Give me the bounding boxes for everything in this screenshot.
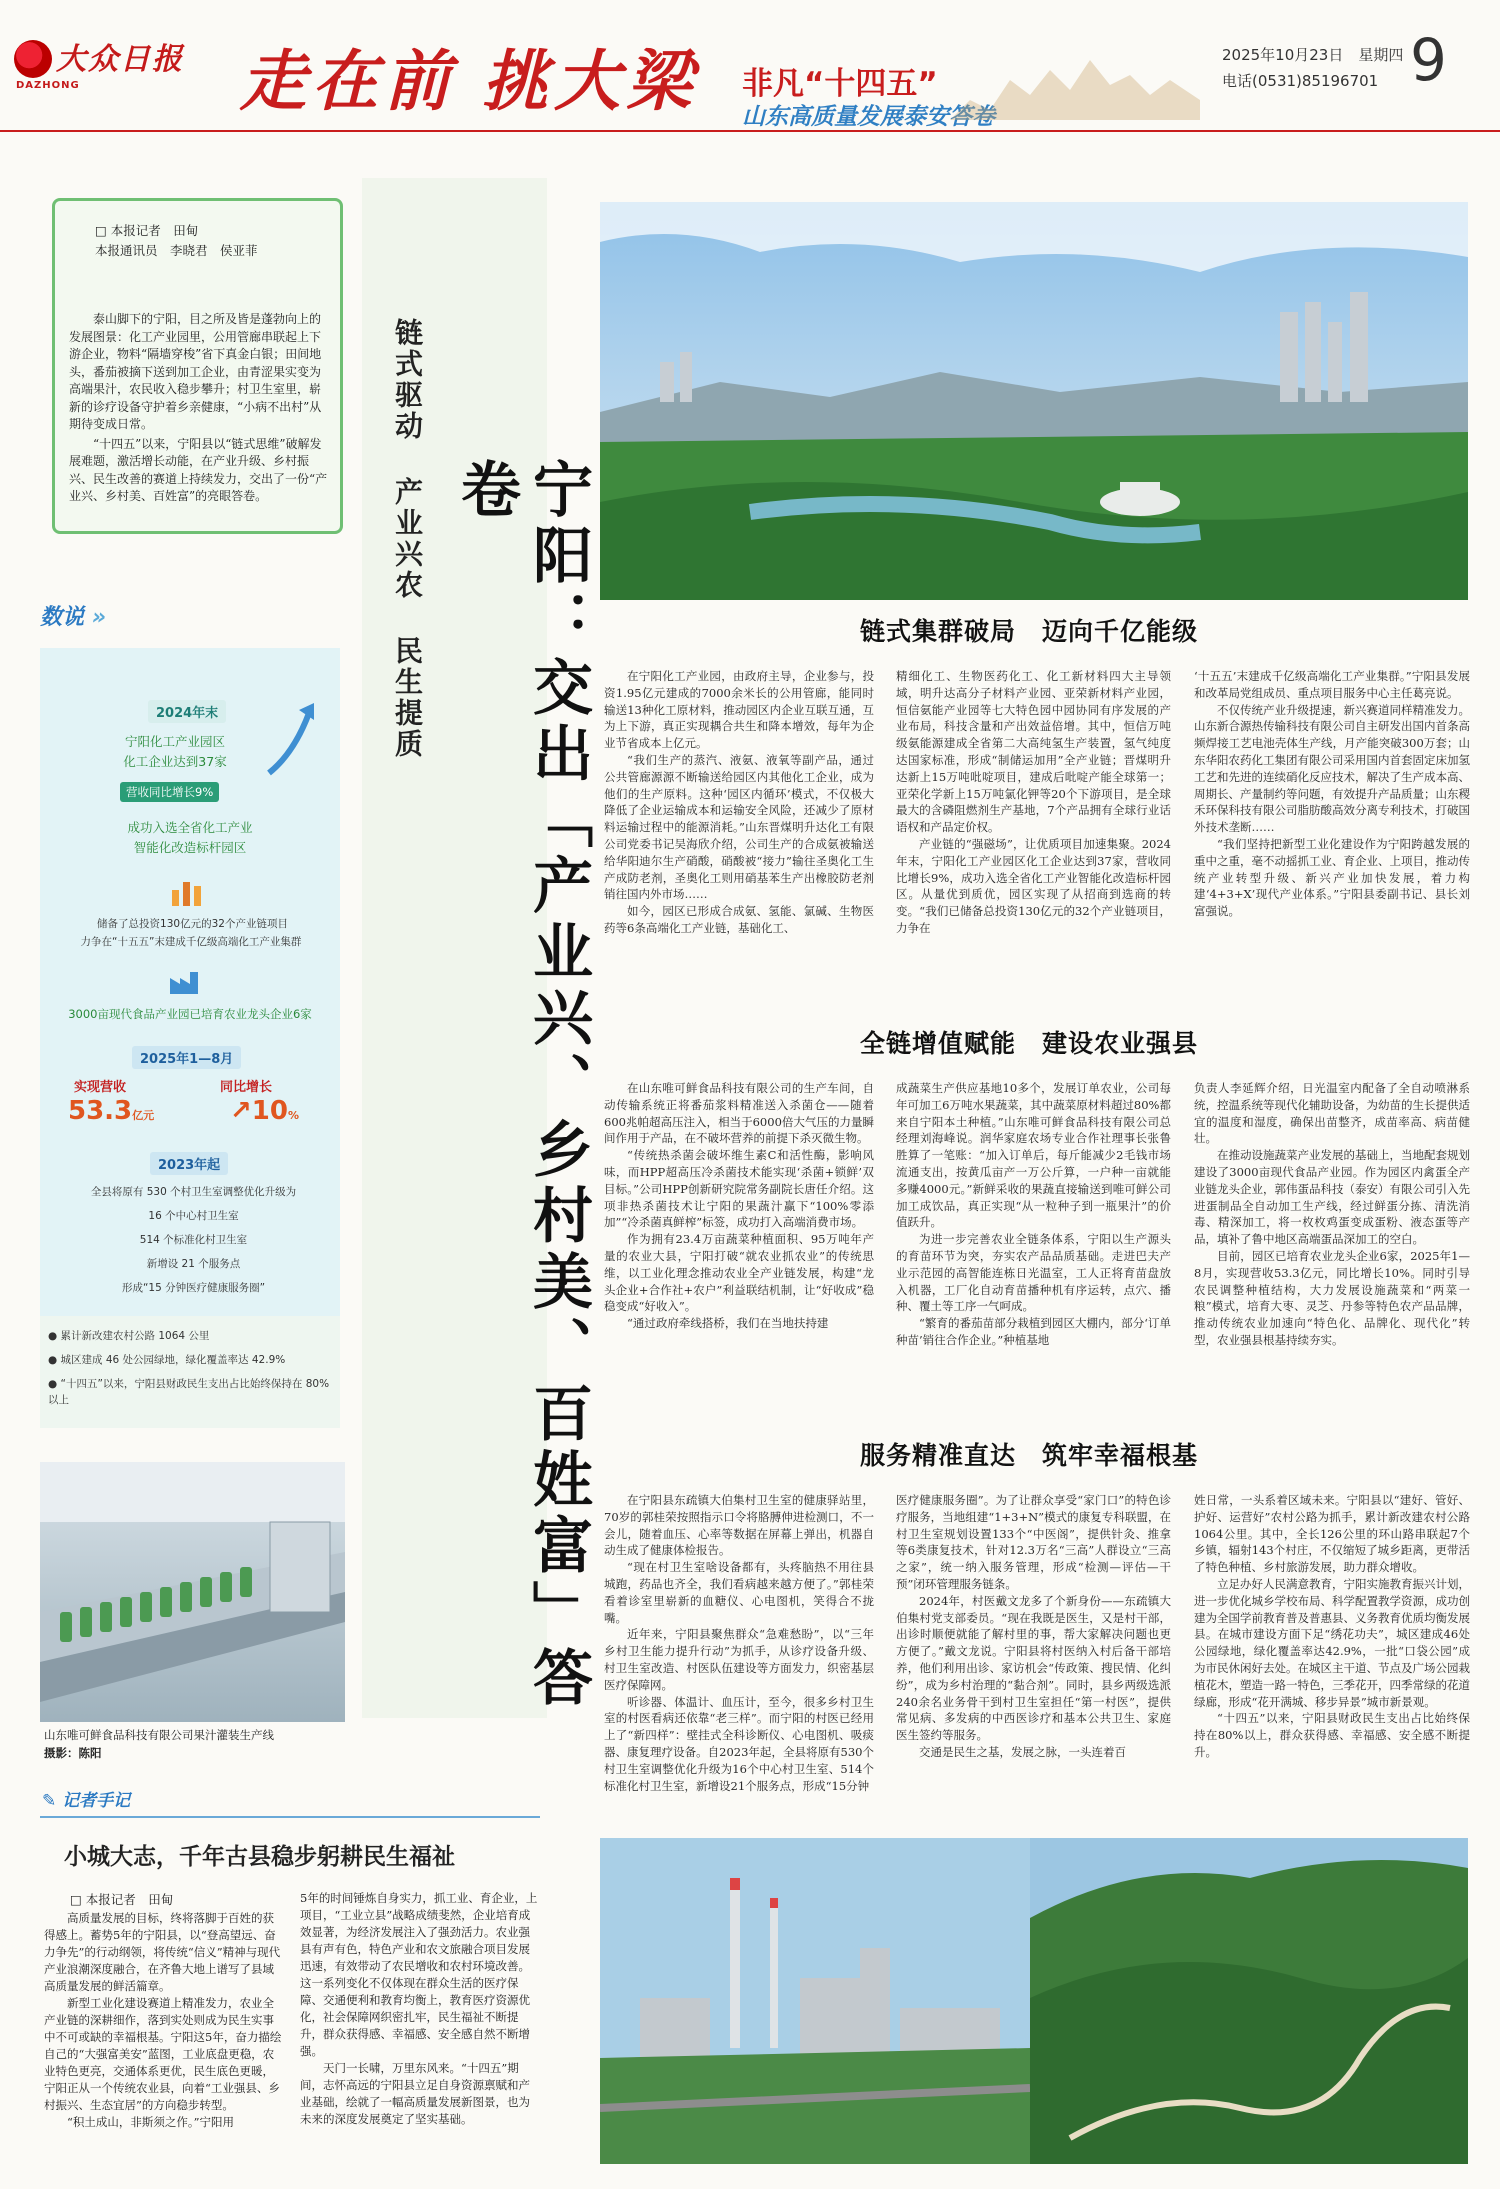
intro-paragraph: 泰山脚下的宁阳，目之所及皆是蓬勃向上的发展图景：化工产业园里，公用管廊串联起上下游企业，物料“隔墙穿梭”省下真金白银；田间地头，番茄被摘下送到加工企业，由青涩果实变为高端果汁，农民收入稳步攀升；村卫生室里，崭新的诊疗设备守护着乡亲健康，“小病不出村”从期待变成日常。 bbox=[69, 312, 322, 431]
intro-body bbox=[69, 311, 331, 508]
article-paragraph: 近年来，宁阳县聚焦群众“急难愁盼”，以“三年乡村卫生能力提升行动”为抓手，从诊疗设备升级、村卫生室改造、村医队伍建设等方面发力，织密基层医疗保障网。 bbox=[604, 1627, 874, 1692]
data-road: ● 累计新改建农村公路 1064 公里 bbox=[48, 1330, 210, 1342]
juice-production-line-photo bbox=[40, 1462, 345, 1722]
section-1-column-3 bbox=[1194, 668, 1470, 920]
revenue-unit: 亿元 bbox=[132, 1109, 155, 1122]
article-paragraph: 在宁阳县东疏镇大伯集村卫生室的健康驿站里，70岁的郭桂荣按照指示口令将胳膊伸进检测口，不一会儿，随着血压、心率等数据在屏幕上弹出，机器自动生成了健康体检报告。 bbox=[604, 1493, 874, 1558]
article-paragraph: “我们生产的蒸汽、液氨、液氧等副产品，通过公共管廊源源不断输送给园区内其他化工企业，成为他们的生产原料。这种‘园区内循环’模式，不仅极大降低了企业运输成本和运输安全风险，还减少了原材料运输过程中的能源消耗。”山东晋煤明升达化工有限公司党委书记吴海欣介绍，公司生产的合成氨被输送给华阳迪尔生产硝酸，硝酸被“接力”输往圣奥化工生产成防老剂，圣奥化工则用硝基苯生产出橡胶防老剂销往国内外市场…… bbox=[604, 752, 874, 902]
data-clinic-line-4: 新增设 21 个服务点 bbox=[146, 1258, 241, 1270]
article-paragraph: ‘十五五’末建成千亿级高端化工产业集群。”宁阳县发展和改革局党组成员、重点项目服务中心主任葛亮说。 bbox=[1194, 669, 1470, 700]
data-footer-panel bbox=[40, 1316, 340, 1428]
article-paragraph: 在山东唯可鲜食品科技有限公司的生产车间，自动传输系统正将番茄浆料精准送入杀菌仓——随着600兆帕超高压注入，相当于6000倍大气压的力量瞬间作用于产品，在不破坏营养的前提下杀灭微生物。 bbox=[604, 1081, 874, 1146]
double-chevron-icon: » bbox=[91, 605, 106, 630]
article-paragraph: “繁育的番茄苗部分栽植到园区大棚内，部分‘订单种苗’销往合作企业。”种植基地 bbox=[896, 1316, 1171, 1347]
data-food-park: 3000亩现代食品产业园已培育农业龙头企业6家 bbox=[68, 1007, 312, 1021]
data-reserve-line-2: 力争在“十五五”末建成千亿级高端化工产业集群 bbox=[80, 936, 302, 948]
data-smart-line-1: 成功入选全省化工产业 bbox=[127, 820, 253, 835]
article-paragraph: “现在村卫生室啥设备都有，头疼脑热不用往县城跑，药品也齐全，我们看病越来越方便了。”郭桂荣看着诊室里崭新的血糖仪、心电图机，笑得合不拢嘴。 bbox=[604, 1560, 874, 1625]
welfare-text: “十四五”以来，宁阳县财政民生支出占比始终保持在 80% 以上 bbox=[48, 1378, 330, 1406]
article-paragraph: 负责人李延辉介绍，日光温室内配备了全自动喷淋系统，控温系统等现代化辅助设备，为幼苗的生长提供适宜的温度和湿度，确保出苗整齐，成苗率高、病苗健壮。 bbox=[1194, 1081, 1470, 1146]
newspaper-logo-en: DAZHONG bbox=[16, 80, 80, 91]
bar-chart-icon bbox=[168, 876, 208, 906]
pen-icon: ✎ bbox=[42, 1791, 57, 1811]
industry-and-mountain-photo bbox=[600, 1838, 1468, 2164]
intro-paragraph: “十四五”以来，宁阳县以“链式思维”破解发展难题，激活增长动能，在产业升级、乡村振兴、民生改善的赛道上持续发力，交出了一份“产业兴、乡村美、百姓富”的亮眼答卷。 bbox=[69, 436, 328, 503]
data-heading-text: 数说 bbox=[40, 605, 85, 630]
section-2-column-1 bbox=[604, 1080, 874, 1332]
article-paragraph: 医疗健康服务圈”。为了让群众享受“家门口”的特色诊疗服务，当地组建“1+3+N”模式的康复专科联盟，在村卫生室规划设置133个“中医阁”，提供针灸、推拿等6类康复技术，针对12.3万名“三高”人群设立“三高之家”，统一纳入服务管理，形成“检测—评估—干预”闭环管理服务链条。 bbox=[896, 1493, 1171, 1591]
headline-kickers bbox=[390, 318, 424, 782]
notes-column-2 bbox=[300, 1890, 540, 2128]
data-box bbox=[40, 648, 340, 1428]
data-year-2024: 2024年末 bbox=[148, 700, 226, 723]
article-paragraph: 为进一步完善农业全链条体系，宁阳以生产源头的育苗环节为突，夯实农产品品质基础。走进巴夫产业示范园的高智能连栋日光温室，工人正将育苗盘放入机器，工厂化自动育苗播种机有序运转，点穴、播种、覆土等工序一气呵成。 bbox=[896, 1232, 1171, 1314]
section-2-heading: 全链增值赋能 建设农业强县 bbox=[860, 1029, 1199, 1058]
data-year-2025: 2025年1—8月 bbox=[132, 1046, 241, 1069]
article-paragraph: “通过政府牵线搭桥，我们在当地扶持建 bbox=[627, 1316, 829, 1331]
slogan-part-2: 挑大梁 bbox=[482, 42, 698, 120]
notes-tag bbox=[42, 1786, 130, 1811]
section-3-column-1 bbox=[604, 1492, 874, 1794]
notes-paragraph: 5年的时间锤炼自身实力，抓工业、育企业，上项目，“工业立县”战略成绩斐然，企业培育成效显著，为经济发展注入了强劲活力。农业强县有声有色，特色产业和农文旅融合项目发展迅速，有效带动了农民增收和农村环境改善。这一系列变化不仅体现在群众生活的医疗保障、交通便利和教育均衡上，教育医疗资源优化，社会保障网织密扎牢，民生福祉不断提升，群众获得感、幸福感、安全感自然不断增强。 bbox=[300, 1891, 538, 2058]
skyline-decoration-icon bbox=[950, 40, 1200, 120]
data-chem-line-2: 化工企业达到37家 bbox=[123, 754, 227, 769]
masthead bbox=[0, 0, 1500, 130]
caption-text: 山东唯可鲜食品科技有限公司果汁灌装生产线 bbox=[44, 1728, 274, 1742]
data-smart-line-2: 智能化改造标杆园区 bbox=[133, 840, 247, 855]
headline-column bbox=[362, 178, 593, 1718]
data-revenue-value bbox=[68, 1096, 154, 1126]
section-3-column-3 bbox=[1194, 1492, 1470, 1761]
issue-date: 2025年10月23日 星期四 bbox=[1222, 46, 1404, 64]
notes-paragraph: “积土成山，非斯须之作。”宁阳用 bbox=[67, 2115, 235, 2129]
article-paragraph: 在推动设施蔬菜产业发展的基础上，当地配套规划建设了3000亩现代食品产业园。作为园区内禽蛋全产业链龙头企业，郭伟蛋品科技（泰安）有限公司引入先进蛋制品全自动加工生产线，经过鲜蛋分拣、清洗消毒、精深加工，将一枚枚鸡蛋变成蛋粉、液态蛋等产品，填补了鲁中地区高端蛋品深加工的空白。 bbox=[1194, 1148, 1470, 1247]
article-paragraph: 2024年，村医戴文龙多了个新身份——东疏镇大伯集村党支部委员。“现在我既是医生，又是村干部，出诊时顺便就能了解村里的事，帮大家解决问题也更方便了。”戴文龙说。宁阳县将村医纳入村后备干部培养，他们利用出诊、家访机会“传政策、搜民情、化纠纷”，成为乡村治理的“黏合剂”。同时，县乡两级选派240余名业务骨干到村卫生室担任“第一村医”，提供常见病、多发病的中西医诊疗和基本公共卫生、家庭医生签约等服务。 bbox=[896, 1593, 1171, 1743]
article-paragraph: 如今，园区已形成合成氨、氢能、氯碱、生物医药等6条高端化工产业链，基础化工、 bbox=[604, 904, 874, 935]
section-3-column-2 bbox=[896, 1492, 1171, 1761]
article-paragraph: “十四五”以来，宁阳县财政民生支出占比始终保持在80%以上，群众获得感、幸福感、安全感不断提升。 bbox=[1194, 1711, 1470, 1759]
section-2-column-3 bbox=[1194, 1080, 1470, 1349]
newspaper-logo: 大众日报 bbox=[56, 42, 184, 77]
byline-correspondents: 本报通讯员 李晓君 侯亚菲 bbox=[95, 243, 258, 258]
article-paragraph: 姓日常，一头系着区域未来。宁阳县以“建好、管好、护好、运营好”农村公路为抓手，累计新改建农村公路1064公里。其中，全长126公里的环山路串联起7个乡镇，辐射143个村庄，不仅缩短了城乡距离，更带活了特色种植、乡村旅游发展，助力群众增收。 bbox=[1194, 1493, 1470, 1575]
main-headline: 宁阳：交出「产业兴、乡村美、百姓富」答卷 bbox=[451, 458, 593, 1712]
article-paragraph: “我们坚持把新型工业化建设作为宁阳跨越发展的重中之重，毫不动摇抓工业、育企业、上项目，推动传统产业转型升级、新兴产业加快发展，着力构建‘4+3+X’现代产业体系。”宁阳县委副书记、县长刘富强说。 bbox=[1194, 836, 1470, 919]
notes-paragraph: 高质量发展的目标，终将落脚于百姓的获得感上。蓄势5年的宁阳县，以“登高望远、奋力争先”的行动纲领，将传统“信义”精神与现代产业浪潮深度融合，在齐鲁大地上谱写了县域高质量发展的鲜活篇章。 bbox=[44, 1911, 281, 1993]
kicker-1: 链式驱动 bbox=[391, 318, 424, 442]
caption-photographer: 摄影：陈阳 bbox=[44, 1746, 102, 1760]
article-paragraph: 作为拥有23.4万亩蔬菜种植面积、95万吨年产量的农业大县，宁阳打破“就农业抓农业”的传统思维，以工业化理念推动农业全产业链发展，构建“龙头企业+合作社+农户”利益联结机制，让“好收成”稳稳变成“好收入”。 bbox=[604, 1232, 874, 1314]
data-growth-label: 同比增长 bbox=[220, 1080, 273, 1095]
data-welfare: ● “十四五”以来，宁阳县财政民生支出占比始终保持在 80% 以上 bbox=[48, 1378, 330, 1406]
section-3-heading: 服务精准直达 筑牢幸福根基 bbox=[860, 1441, 1199, 1470]
article-paragraph: 在宁阳化工产业园，由政府主导，企业参与，投资1.95亿元建成的7000余米长的公用管廊，能同时输送13种化工原材料，推动园区内企业互联互通，互为上下游，真正实现耦合共生和降本增效，每年为企业节省成本上亿元。 bbox=[604, 669, 874, 751]
data-box-heading bbox=[40, 600, 106, 631]
newspaper-logo-icon bbox=[14, 40, 52, 78]
article-paragraph: 不仅传统产业升级提速，新兴赛道同样精准发力。山东新合源热传输科技有限公司自主研发出国内首条高频焊接工艺电池壳体生产线，月产能突破300万套；山东华阳农药化工集团有限公司采用国内首套固定床加氢工艺和先进的连续硝化反应技术，解决了生产成本高、周期长、产量制约等问题，有效提升产品质量；山东稷禾环保科技有限公司脂肪酸高效分离专利技术，打破国外技术垄断…… bbox=[1194, 702, 1470, 835]
section-1-heading: 链式集群破局 迈向千亿能级 bbox=[860, 617, 1199, 646]
article-paragraph: 成蔬菜生产供应基地10多个，发展订单农业，公司每年可加工6万吨水果蔬菜，其中蔬菜原材料超过80%都来自宁阳本土种植。”山东唯可鲜食品科技有限公司总经理刘海峰说。润华家庭农场专业合作社理事长张鲁胜算了一笔账：“加入订单后，每斤能减少2毛钱市场流通支出，按黄瓜亩产一万公斤算，一户种一亩就能多赚4000元。”新鲜采收的果蔬直接输送到唯可鲜公司加工成饮品，真正实现“从一粒种子到一瓶果汁”的价值跃升。 bbox=[896, 1081, 1171, 1230]
data-clinic-line-1: 全县将原有 530 个村卫生室调整优化升级为 bbox=[90, 1186, 297, 1198]
city-aerial-photo bbox=[600, 202, 1468, 600]
data-growth-value bbox=[230, 1096, 299, 1126]
data-revenue-label: 实现营收 bbox=[74, 1080, 127, 1095]
kicker-2: 产业兴农 bbox=[391, 476, 424, 601]
factory-icon bbox=[168, 966, 208, 996]
article-paragraph: 精细化工、生物医药化工、化工新材料四大主导领域，明升达高分子材料产业园、亚荣新材料产业园，恒信氨能产业园等七大特色园中园协同有序发展的产业布局，科技含量和产出效益倍增。其中，恒信万吨级氨能源建成全省第二大高纯氢生产装置，氢气纯度达国家标准，形成“制储运加用”全产业链；晋煤明升达新上15万吨吡啶项目，建成后吡啶产能全球第一；亚荣化学新上15万吨氯化钾等20个下游项目，是全球最大的含磷阻燃剂生产基地，7个产品拥有全球行业话语权和产品定价权。 bbox=[896, 669, 1171, 835]
article-paragraph: “传统热杀菌会破坏维生素C和活性酶，影响风味，而HPP超高压冷杀菌技术能实现‘杀菌+锁鲜’双目标。”公司HPP创新研究院常务副院长唐任介绍。这项非热杀菌技术让宁阳的果蔬汁赢下“100%零添加”“冷杀菌真鲜榨”标签，成功打入高端消费市场。 bbox=[604, 1148, 874, 1230]
notes-paragraph: 新型工业化建设赛道上精准发力，农业全产业链的深耕细作，落到实处则成为民生实事中不可或缺的幸福根基。宁阳这5年，奋力描绘自己的“大强富美安”蓝图，工业底盘更稳，农业特色更亮，交通体系更优，民生底色更暖，宁阳正从一个传统农业县，向着“工业强县、乡村振兴、生态宜居”的方向稳步转型。 bbox=[44, 1996, 282, 2112]
intro-byline bbox=[95, 221, 325, 261]
article-paragraph: 目前，园区已培育农业龙头企业6家，2025年1—8月，实现营收53.3亿元，同比增长10%。同时引导农民调整种植结构，大力发展设施蔬菜和“两菜一粮”模式，培育大枣、灵芝、丹参等特色农产品品牌，推动传统农业加速向“特色化、品牌化、现代化”转型，农业强县根基持续夯实。 bbox=[1194, 1248, 1470, 1347]
notes-tag-text: 记者手记 bbox=[62, 1791, 131, 1811]
notes-title: 小城大志，千年古县稳步躬耕民生福祉 bbox=[64, 1843, 455, 1870]
notes-byline: □ 本报记者 田甸 bbox=[70, 1892, 174, 1907]
article-paragraph: 交通是民生之基，发展之脉，一头连着百 bbox=[919, 1744, 1126, 1759]
section-subtitle-2: 山东高质量发展泰安答卷 bbox=[742, 104, 995, 130]
masthead-divider bbox=[0, 130, 1500, 132]
data-reserve-line-1: 储备了总投资130亿元的32个产业链项目 bbox=[97, 918, 288, 930]
section-1-column-1 bbox=[604, 668, 874, 937]
left-photo-caption bbox=[44, 1726, 344, 1762]
intro-box bbox=[52, 198, 343, 534]
article-paragraph: 立足办好人民满意教育，宁阳实施教育振兴计划，进一步优化城乡学校布局、科学配置教学资源，成功创建为全国学前教育普及普惠县、义务教育优质均衡发展县。在城市建设方面下足“绣花功夫”，城区建成46处公园绿地，绿化覆盖率达42.9%，一批“口袋公园”成为市民休闲好去处。在城区主干道、节点及广场公园栽植花木，塑造一路一特色，三季花开，四季常绿的花道绿廊，形成“花开满城、移步异景”城市新景观。 bbox=[1194, 1576, 1470, 1709]
article-paragraph: 产业链的“强磁场”，让优质项目加速集聚。2024年末，宁阳化工产业园区化工企业达到37家，营收同比增长9%，成功入选全省化工产业智能化改造标杆园区。从量优到质优，园区实现了从招商到选商的转变。“我们已储备总投资130亿元的32个产业链项目，力争在 bbox=[896, 836, 1171, 935]
section-subtitle-1: 非凡“十四五” bbox=[742, 66, 938, 102]
issue-phone: 电话(0531)85196701 bbox=[1222, 72, 1379, 90]
growth-unit: % bbox=[287, 1109, 300, 1122]
notes-paragraph: 天门一长啸，万里东风来。“十四五”期间，志怀高远的宁阳县立足自身资源禀赋和产业基础，绘就了一幅高质量发展新图景，也为未来的深度发展奠定了坚实基础。 bbox=[300, 2061, 530, 2126]
data-chem-line-1: 宁阳化工产业园区 bbox=[124, 734, 225, 749]
page-number: 9 bbox=[1410, 26, 1447, 94]
data-parks: ● 城区建成 46 处公园绿地，绿化覆盖率达 42.9% bbox=[48, 1354, 286, 1366]
revenue-number: 53.3 bbox=[68, 1096, 133, 1126]
section-2-column-2 bbox=[896, 1080, 1171, 1349]
up-arrow-icon: ↗ bbox=[230, 1096, 252, 1126]
article-paragraph: 听诊器、体温计、血压计，至今，很多乡村卫生室的村医看病还依靠“老三样”。而宁阳的村医已经用上了“新四样”：壁挂式全科诊断仪、心电图机、吸痰器、康复理疗设备。自2023年起，全县将原有530个村卫生室调整优化升级为16个中心村卫生室、514个标准化村卫生室，新增设21个服务点，形成“15分钟 bbox=[604, 1694, 874, 1793]
data-revenue-chip: 营收同比增长9% bbox=[120, 782, 219, 802]
kicker-3: 民生提质 bbox=[391, 635, 424, 760]
notes-column-1 bbox=[44, 1910, 284, 2131]
slogan-part-1: 走在前 bbox=[240, 42, 456, 120]
section-1-column-2 bbox=[896, 668, 1171, 937]
data-year-2023: 2023年起 bbox=[150, 1152, 228, 1175]
growth-number: 10 bbox=[251, 1096, 288, 1126]
data-clinic-line-3: 514 个标准化村卫生室 bbox=[139, 1234, 248, 1246]
parks-text: 城区建成 46 处公园绿地，绿化覆盖率达 42.9% bbox=[60, 1354, 286, 1366]
notes-divider bbox=[40, 1816, 540, 1818]
road-text: 累计新改建农村公路 1064 公里 bbox=[60, 1330, 210, 1342]
data-clinic-line-5: 形成“15 分钟医疗健康服务圈” bbox=[121, 1282, 266, 1294]
section-slogan bbox=[240, 42, 698, 120]
data-clinic-line-2: 16 个中心村卫生室 bbox=[148, 1210, 239, 1222]
byline-reporter: □ 本报记者 田甸 bbox=[95, 223, 199, 238]
